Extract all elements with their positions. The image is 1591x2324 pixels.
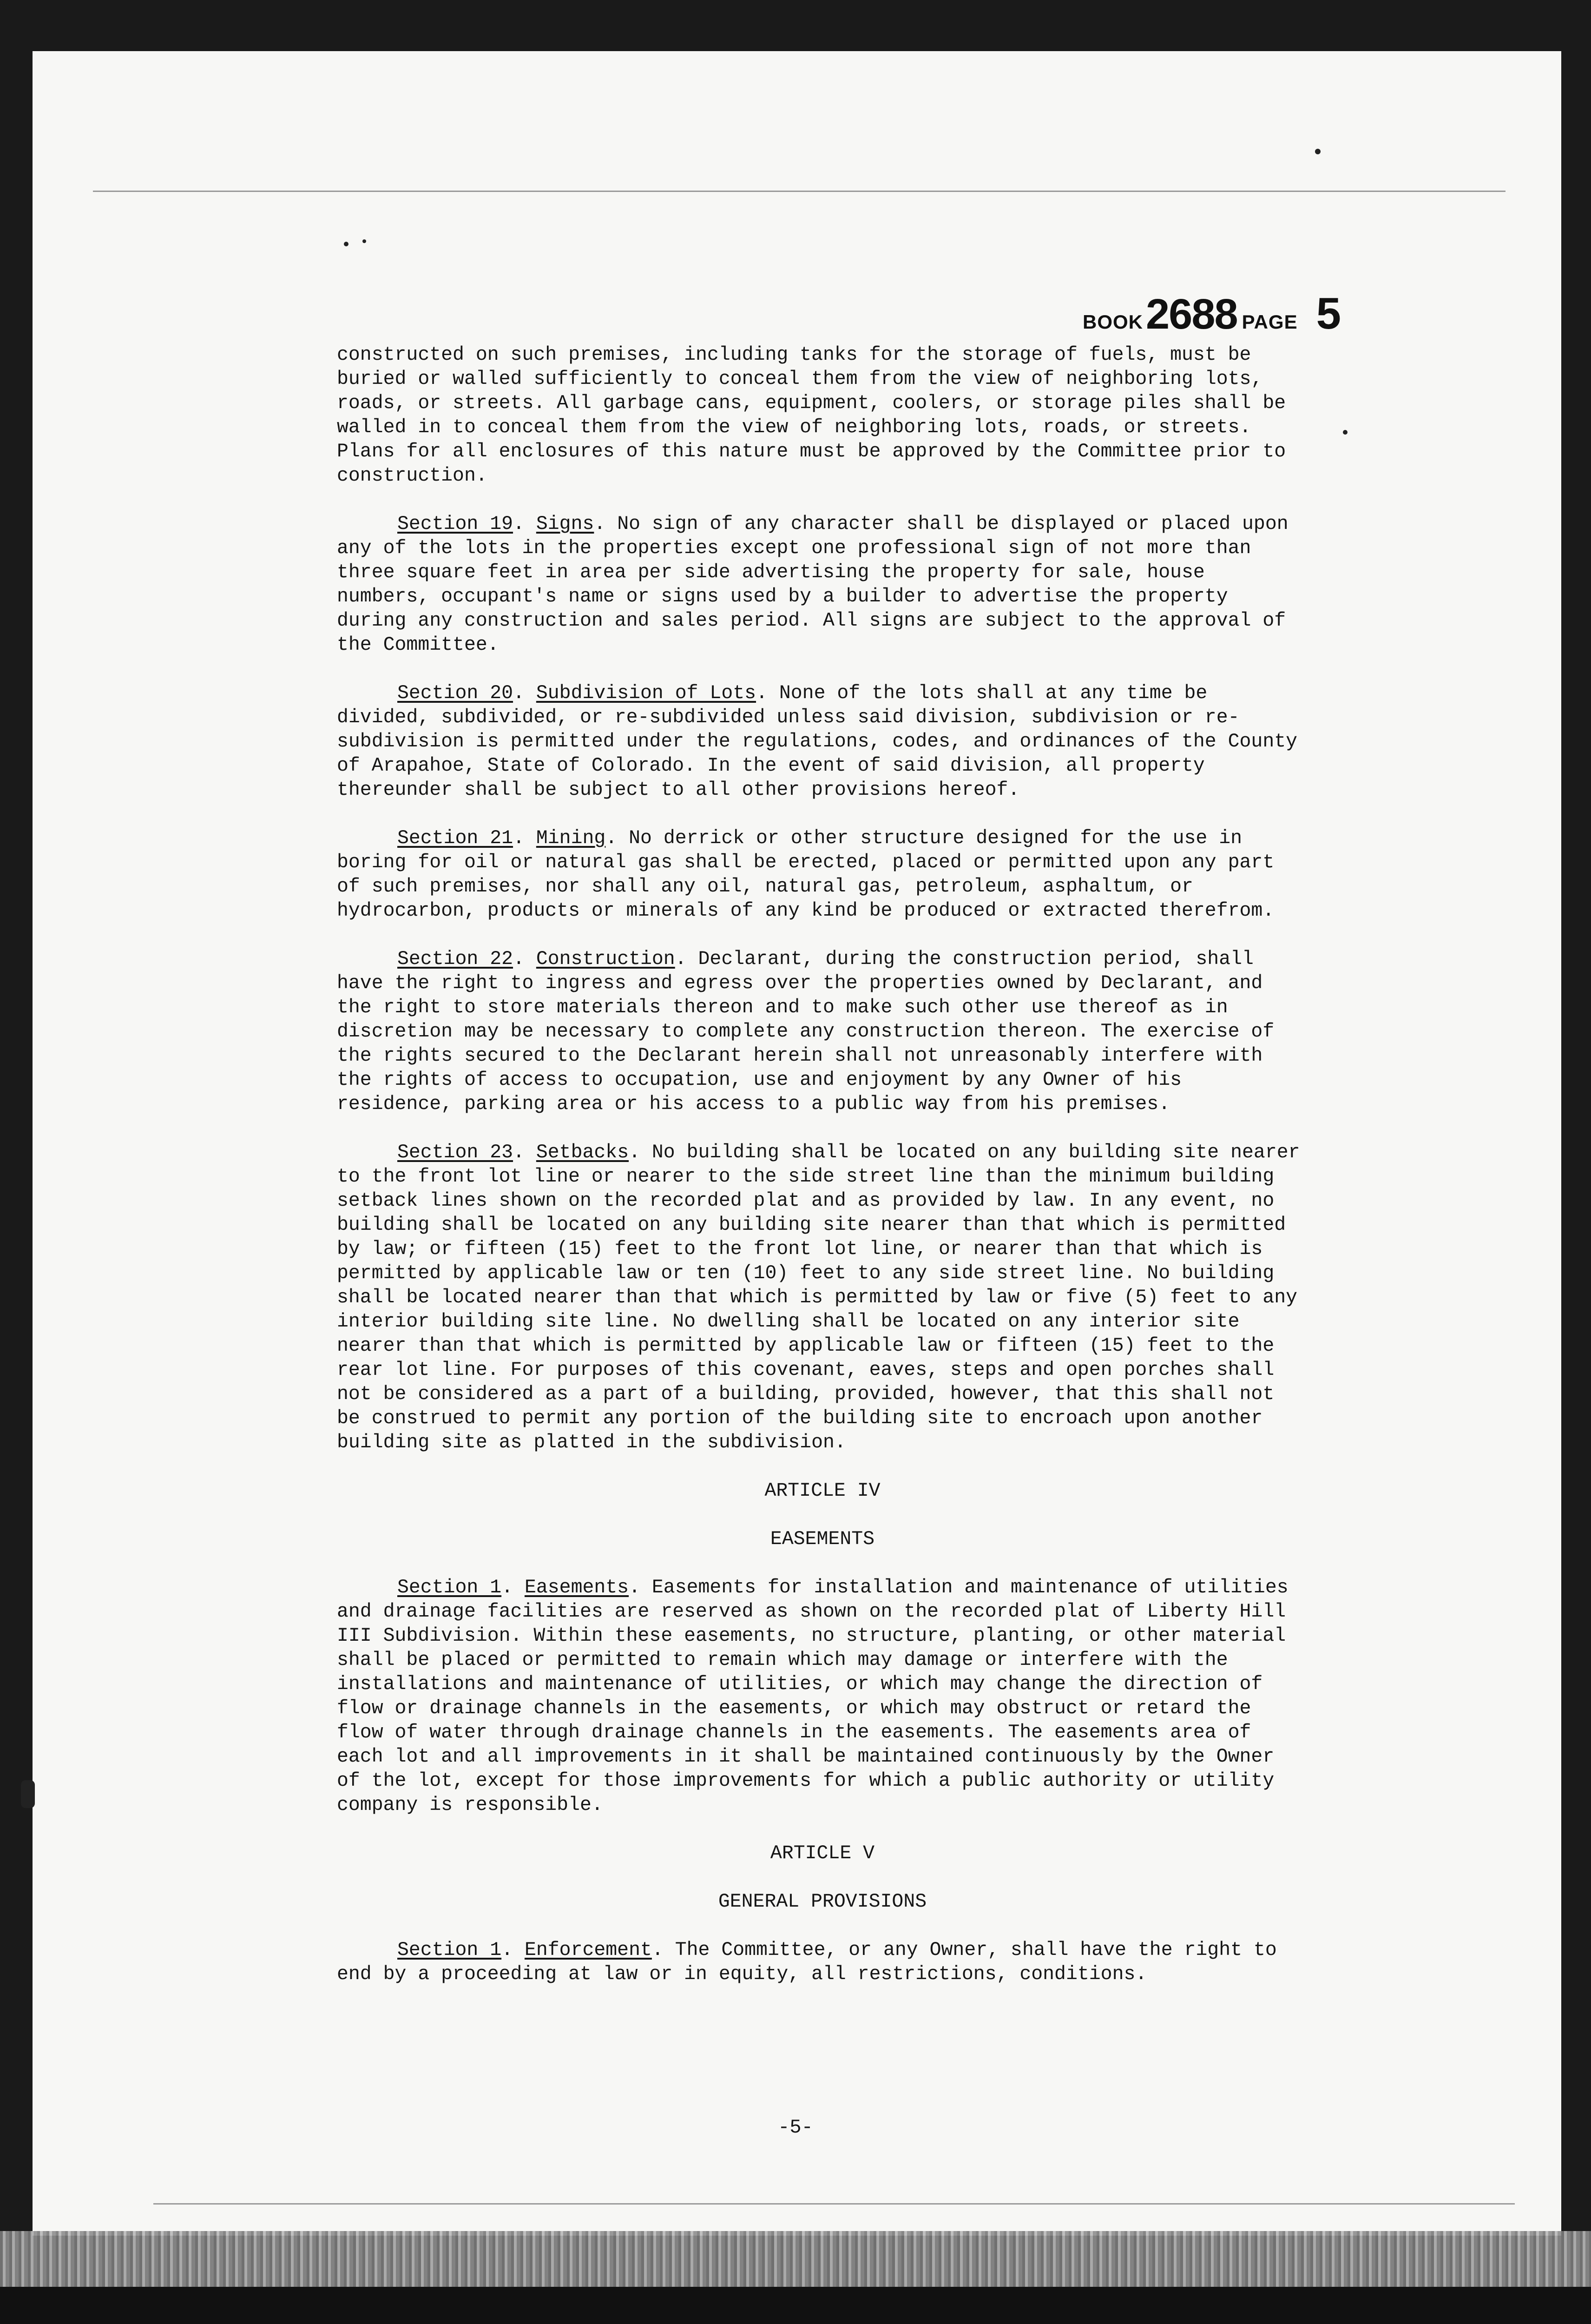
bottom-fold-line xyxy=(153,2203,1515,2205)
section-text: No building shall be located on any building site nearer to the front lot line or nearer to the side street line than the minimum building setback lines shown on the recorded plat and as provided by law. In any event, no building shall be located on any building site nearer than that which is permitted by law; or fifteen (15) feet to the front lot line, or nearer than that which is permitted by applicable law or ten (10) feet to any side street line. No building shall be located nearer than that which is permitted by law or five (5) feet to any interior building site line. No dwelling shall be located on any interior site nearer than that which is permitted by applicable law or fifteen (15) feet to the rear lot line. For purposes of this covenant, eaves, steps and open porches shall not be considered as a part of a building, provided, however, that this shall not be construed to permit any portion of the building site to encroach upon another building site as platted in the subdivision. xyxy=(337,1142,1300,1453)
section-text: The Committee, or any Owner, shall have the right to end by a proceeding at law or in equity, all restrictions, conditions. xyxy=(337,1939,1277,1985)
section-number: Section 22 xyxy=(397,948,513,970)
paragraph-section-23: Section 23. Setbacks. No building shall be located on any building site nearer to the front lot line or nearer to the side street line than the minimum building setback lines shown on the recorded plat and as provided by law. In any event, no building shall be located on any building site nearer than that which is permitted by law; or fifteen (15) feet to the front lot line, or nearer than that which is permitted by applicable law or ten (10) feet to any side street line. No building shall be located nearer than that which is permitted by law or five (5) feet to any interior building site line. No dwelling shall be located on any interior site nearer than that which is permitted by applicable law or fifteen (15) feet to the rear lot line. For purposes of this covenant, eaves, steps and open porches shall not be considered as a part of a building, provided, however, that this shall not be construed to permit any portion of the building site to encroach upon another building site as platted in the subdivision. xyxy=(337,1142,1300,1453)
paragraph-section-19: Section 19. Signs. No sign of any character shall be displayed or placed upon any of the lots in the properties except one professional sign of not more than three square feet in area per side advertising the property for sale, house numbers, occupant's name or signs used by a builder to advertise the property during any construction and sales period. All signs are subject to the approval of the Committee. xyxy=(337,513,1289,656)
section-title: Subdivision of Lots xyxy=(536,682,756,704)
section-title: Enforcement xyxy=(524,1939,652,1961)
top-fold-line xyxy=(93,191,1506,192)
book-page-stamp xyxy=(1083,288,1341,339)
section-text: No sign of any character shall be displayed or placed upon any of the lots in the properties except one professional sign of not more than three square feet in area per side advertising the property for sale, house numbers, occupant's name or signs used by a builder to advertise the property during any construction and sales period. All signs are subject to the approval of the Committee. xyxy=(337,513,1289,656)
scan-bottom-edge xyxy=(0,2287,1591,2324)
footer-page-number: -5- xyxy=(778,2116,813,2139)
section-text: None of the lots shall at any time be divided, subdivided, or re-subdivided unless said division, subdivision or re-subdivision is permitted under the regulations, codes, and ordinances of the County of Arapahoe, State of Colorado. In the event of said division, all property thereunder shall be subject to all other provisions hereof. xyxy=(337,682,1298,801)
section-text: Easements for installation and maintenance of utilities and drainage facilities are reserved as shown on the recorded plat of Liberty Hill III Subdivision. Within these easements, no structure, planting, or other material shall be placed or permitted to remain which may damage or interfere with the installations and maintenance of utilities, or which may change the direction of flow or drainage channels in the easements, or which may obstruct or retard the flow of water through drainage channels in the easements. The easements area of each lot and all improvements in it shall be maintained continuously by the Owner of the lot, except for those improvements for which a public authority or utility company is responsible. xyxy=(337,1577,1289,1816)
section-text: Declarant, during the construction period, shall have the right to ingress and egress over the properties owned by Declarant, and the right to store materials thereon and to make such other use thereof as in discretion may be necessary to complete any construction thereon. The exercise of the rights secured to the Declarant herein shall not unreasonably interfere with the rights of access to occupation, use and enjoyment by any Owner of his residence, parking area or his access to a public way from his premises. xyxy=(337,948,1275,1115)
section-number: Section 19 xyxy=(397,513,513,535)
paragraph-section-22: Section 22. Construction. Declarant, during the construction period, shall have the right to ingress and egress over the properties owned by Declarant, and the right to store materials thereon and to make such other use thereof as in discretion may be necessary to complete any construction thereon. The exercise of the rights secured to the Declarant herein shall not unreasonably interfere with the rights of access to occupation, use and enjoyment by any Owner of his residence, parking area or his access to a public way from his premises. xyxy=(337,948,1275,1115)
book-number: 2688 xyxy=(1146,290,1237,338)
section-number: Section 21 xyxy=(397,827,513,849)
page-label: PAGE xyxy=(1242,311,1298,333)
section-number: Section 1 xyxy=(397,1577,502,1598)
scan-speck xyxy=(1343,430,1348,435)
paragraph-article-v-section-1: Section 1. Enforcement. The Committee, or any Owner, shall have the right to end by a proceeding at law or in equity, all restrictions, conditions. xyxy=(337,1939,1277,1985)
paragraph-section-21: Section 21. Mining. No derrick or other structure designed for the use in boring for oil or natural gas shall be erected, placed or permitted upon any part of such premises, nor shall any oil, natural gas, petroleum, asphaltum, or hydrocarbon, products or minerals of any kind be produced or extracted therefrom. xyxy=(337,827,1275,922)
paragraph-section-20: Section 20. Subdivision of Lots. None of the lots shall at any time be divided, subdivided, or re-subdivided unless said division, subdivision or re-subdivision is permitted under the regulations, codes, and ordinances of the County of Arapahoe, State of Colorado. In the event of said division, all property thereunder shall be subject to all other provisions hereof. xyxy=(337,682,1298,801)
document-body xyxy=(337,343,1308,2011)
article-iv-heading: ARTICLE IV xyxy=(764,1480,881,1502)
section-title: Construction xyxy=(536,948,675,970)
section-title: Mining xyxy=(536,827,606,849)
article-v-heading: ARTICLE V xyxy=(770,1842,875,1864)
section-title: Easements xyxy=(524,1577,629,1598)
scan-noise-band xyxy=(0,2231,1591,2287)
page-number-stamp: 5 xyxy=(1316,289,1341,338)
section-title: Setbacks xyxy=(536,1142,629,1163)
book-label: BOOK xyxy=(1083,311,1143,333)
scan-speck xyxy=(1315,149,1321,154)
scan-speck xyxy=(362,239,366,243)
section-title: Signs xyxy=(536,513,594,535)
section-text: No derrick or other structure designed for the use in boring for oil or natural gas shall be erected, placed or permitted upon any part of such premises, nor shall any oil, natural gas, petroleum, asphaltum, or hydrocarbon, products or minerals of any kind be produced or extracted therefrom. xyxy=(337,827,1275,922)
section-number: Section 1 xyxy=(397,1939,502,1961)
scan-speck xyxy=(21,1780,35,1808)
section-number: Section 23 xyxy=(397,1142,513,1163)
paragraph-continuation: constructed on such premises, including tanks for the storage of fuels, must be buried or walled sufficiently to conceal them from the view of neighboring lots, roads, or streets. All garbage cans, equipment, coolers, or storage piles shall be walled in to conceal them from the view of neighboring lots, roads, or streets. Plans for all enclosures of this nature must be approved by the Committee prior to construction. xyxy=(337,344,1286,487)
article-iv-subheading: EASEMENTS xyxy=(770,1528,875,1550)
section-number: Section 20 xyxy=(397,682,513,704)
scan-speck xyxy=(344,242,348,246)
paragraph-article-iv-section-1: Section 1. Easements. Easements for installation and maintenance of utilities and drainage facilities are reserved as shown on the recorded plat of Liberty Hill III Subdivision. Within these easements, no structure, planting, or other material shall be placed or permitted to remain which may damage or interfere with the installations and maintenance of utilities, or which may change the direction of flow or drainage channels in the easements, or which may obstruct or retard the flow of water through drainage channels in the easements. The easements area of each lot and all improvements in it shall be maintained continuously by the Owner of the lot, except for those improvements for which a public authority or utility company is responsible. xyxy=(337,1577,1289,1816)
article-v-subheading: GENERAL PROVISIONS xyxy=(718,1891,927,1913)
